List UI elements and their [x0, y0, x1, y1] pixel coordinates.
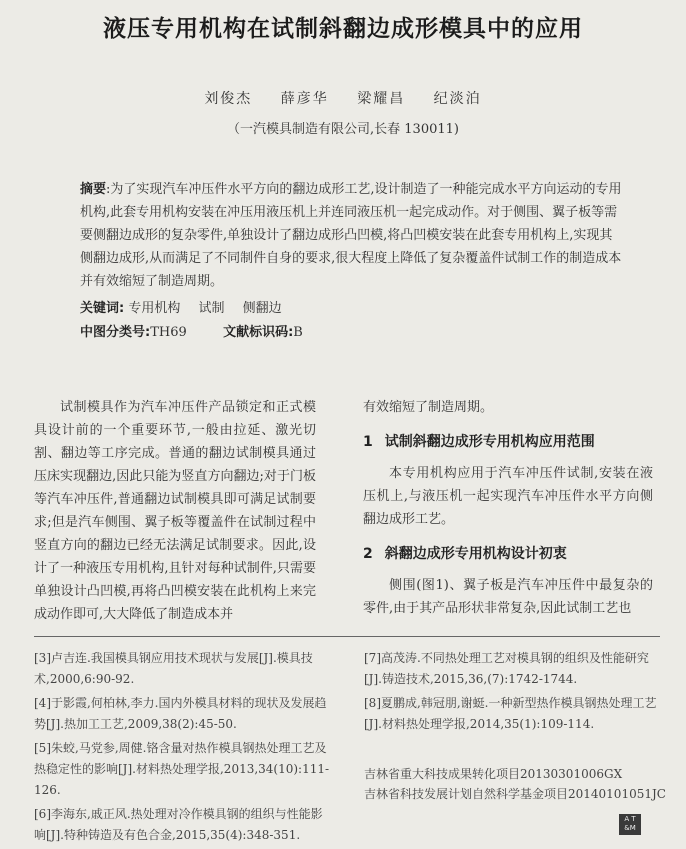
doc-code-label: 文献标识码	[223, 325, 289, 340]
intro-paragraph: 试制模具作为汽车冲压件产品锁定和正式模具设计前的一个重要环节,一般由拉延、激光切割、翻边等工序完成。普通的翻边试制模具通过压床实现翻边,因此只能为竖直方向翻边;对于门板等汽车冲压件,普通翻边试制模具即可满足试制要求;但是汽车侧围、翼子板等覆盖件在试制过程中竖直方向的翻边已经无法满足试制要求。因此,设计了一种液压专用机构,且针对每种试制件,只需要单独设计凸凹模,再将凸凹模安装在此机构上来完成动作即可,大大降低了制造成本并	[34, 400, 316, 622]
funding-item: 吉林省重大科技成果转化项目20130301006GX	[364, 767, 623, 781]
reference: [8]夏鹏成,韩冠朋,谢蜓.一种新型热作模具钢热处理工艺[J].材料热处理学报,2014,35(1):109-114.	[364, 696, 657, 731]
body-column-right	[363, 396, 653, 620]
author: 刘俊杰	[204, 91, 253, 107]
author: 薛彦华	[280, 91, 329, 107]
body-column-left	[34, 396, 316, 626]
reference: [4]于影霞,何柏林,李力.国内外模具材料的现状及发展趋势[J].热加工工艺,2009,38(2):45-50.	[34, 696, 327, 731]
section-1-text: 本专用机构应用于汽车冲压件试制,安装在液压机上,与液压机一起实现汽车冲压件水平方向侧翻边成形工艺。	[363, 466, 653, 527]
author-list	[0, 88, 686, 108]
reference: [6]李海东,戚正风.热处理对冷作模具钢的组织与性能影响[J].特种铸造及有色合金,2015,35(4):348-351.	[34, 807, 323, 842]
references-right	[364, 648, 664, 738]
author: 纪淡泊	[433, 91, 482, 107]
clc-label: 中图分类号	[80, 325, 146, 340]
continued-text: 有效缩短了制造周期。	[363, 400, 494, 415]
abstract-label: 摘要	[80, 182, 107, 197]
reference: [5]朱蛟,马党参,周健.铬含量对热作模具钢热处理工艺及热稳定性的影响[J].材料热处理学报,2013,34(10):111-126.	[34, 741, 330, 797]
keyword: 侧翻边	[242, 301, 282, 316]
classification: 中图分类号:TH69 文献标识码:B	[80, 325, 303, 340]
reference: [3]卢吉连.我国模具钢应用技术现状与发展[J].模具技术,2000,6:90-92.	[34, 651, 313, 686]
paper-title: 液压专用机构在试制斜翻边成形模具中的应用	[103, 16, 583, 42]
keyword: 专用机构	[128, 301, 181, 316]
keywords-label: 关键词	[80, 301, 120, 316]
funding-notes	[364, 764, 666, 804]
section-2-text: 侧围(图1)、翼子板是汽车冲压件中最复杂的零件,由于其产品形状非常复杂,因此试制工艺也	[363, 578, 653, 616]
abstract	[80, 178, 625, 293]
keywords: 关键词: 专用机构 试制 侧翻边	[80, 301, 282, 316]
references-left	[34, 648, 334, 849]
reference: [7]高茂涛.不同热处理工艺对模具钢的组织及性能研究[J].铸造技术,2015,36,(7):1742-1744.	[364, 651, 649, 686]
divider	[34, 636, 660, 637]
keyword: 试制	[198, 301, 225, 316]
doc-code-value: B	[293, 325, 303, 340]
author: 梁耀昌	[357, 91, 406, 107]
journal-logo-icon: A T &M	[619, 814, 641, 835]
funding-item: 吉林省科技发展计划自然科学基金项目20140101051JC	[364, 787, 666, 801]
section-heading-1: 1 试制斜翻边成形专用机构应用范围	[363, 434, 595, 450]
clc-value: TH69	[150, 325, 187, 340]
abstract-text: :为了实现汽车冲压件水平方向的翻边成形工艺,设计制造了一种能完成水平方向运动的专用机构,此套专用机构安装在冲压用液压机上并连同液压机一起完成动作。对于侧围、翼子板等需要侧翻边成形的复杂零件,单独设计了翻边成形凸凹模,将凸凹模安装在此套专用机构上,实现其侧翻边成形,从而满足了不同制件自身的要求,很大程度上降低了复杂覆盖件试制工作的制造成本并有效缩短了制造周期。	[80, 182, 622, 289]
affiliation: （一汽模具制造有限公司,长春 130011)	[227, 122, 459, 137]
section-heading-2: 2 斜翻边成形专用机构设计初衷	[363, 546, 567, 562]
